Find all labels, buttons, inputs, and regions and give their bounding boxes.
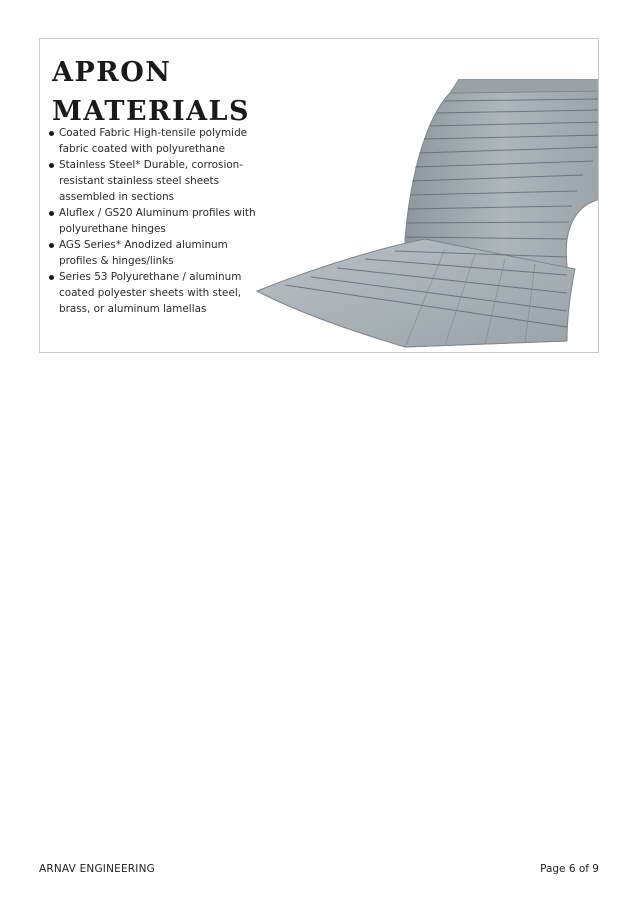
section-title <box>52 53 250 131</box>
list-item-text: Stainless Steel* Durable, corrosion-resistant stainless steel sheets assembled in sections <box>59 159 244 203</box>
footer-company: ARNAV ENGINEERING <box>39 863 155 875</box>
apron-top-edge <box>450 79 599 93</box>
list-item <box>48 237 264 269</box>
list-item-text: Series 53 Polyurethane / aluminum coated polyester sheets with steel, brass, or aluminum lamellas <box>59 271 242 315</box>
title-line-2: MATERIALS <box>52 96 251 127</box>
apron-cover-image <box>245 79 599 351</box>
list-item-text: Coated Fabric High-tensile polymide fabric coated with polyurethane <box>59 127 248 155</box>
list-item-text: Aluflex / GS20 Aluminum profiles with polyurethane hinges <box>59 207 256 235</box>
bullet-icon <box>49 131 54 136</box>
list-item <box>48 125 264 157</box>
title-line-1: APRON <box>52 57 172 88</box>
list-item <box>48 205 264 237</box>
bullet-icon <box>49 243 54 248</box>
apron-materials-panel <box>39 38 599 353</box>
footer-page-number: Page 6 of 9 <box>540 863 599 875</box>
bullet-icon <box>49 211 54 216</box>
materials-list <box>48 125 264 317</box>
list-item-text: AGS Series* Anodized aluminum profiles & hinges/links <box>59 239 228 267</box>
list-item <box>48 269 264 317</box>
bullet-icon <box>49 275 54 280</box>
list-item <box>48 157 264 205</box>
bullet-icon <box>49 163 54 168</box>
